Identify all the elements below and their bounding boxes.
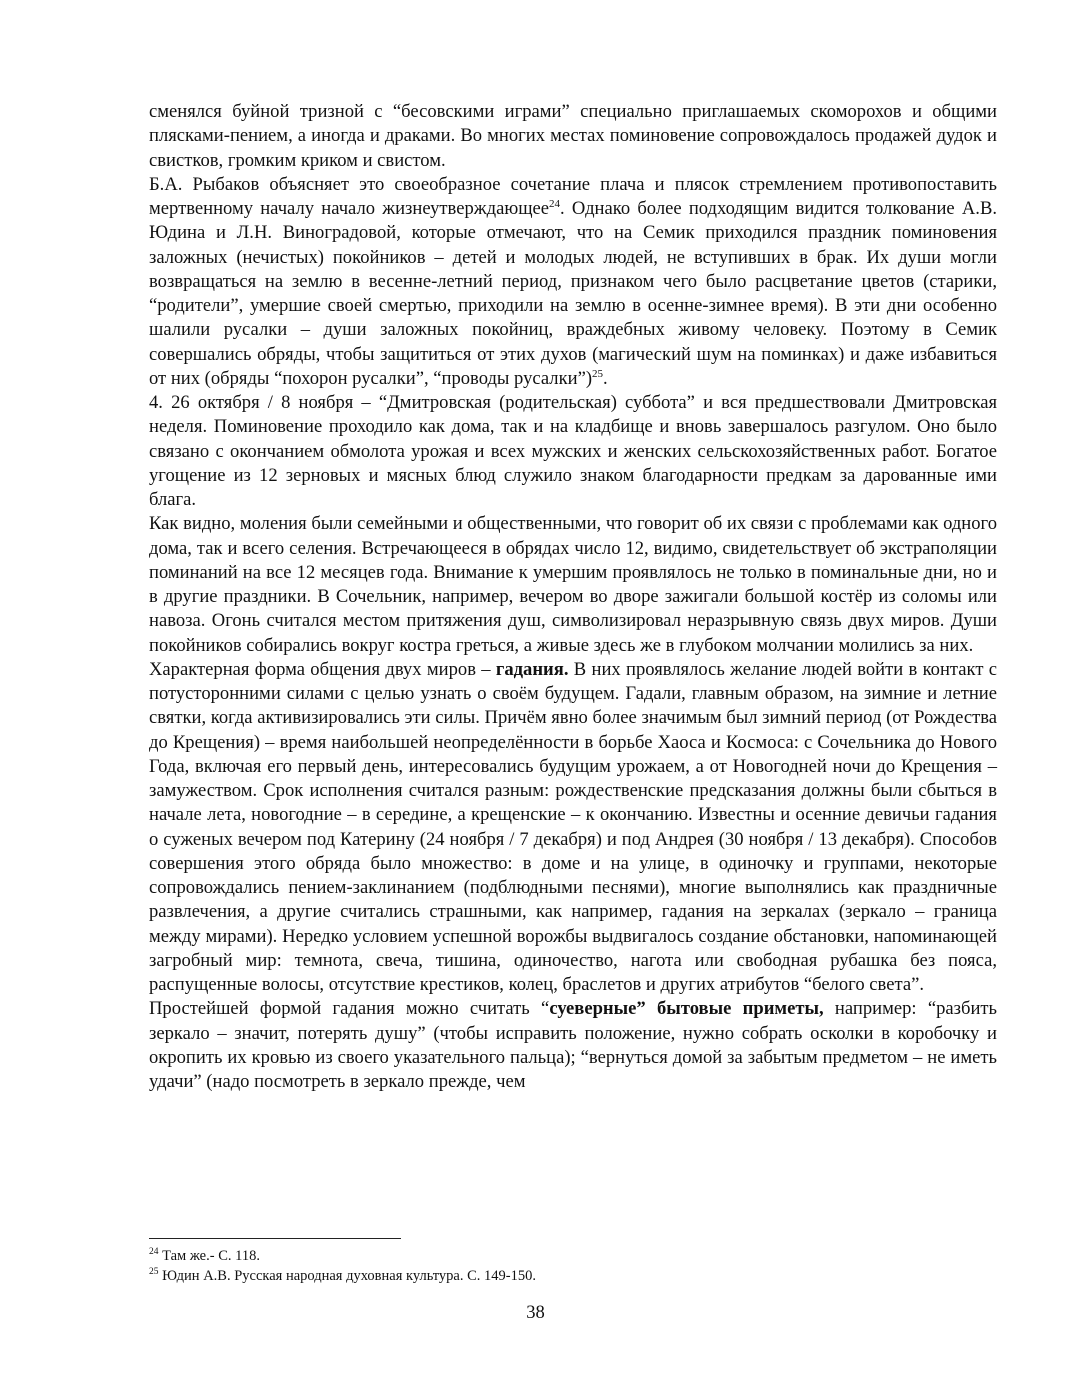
footnote-item	[149, 1266, 997, 1286]
term-gadaniya: гадания.	[495, 658, 569, 680]
paragraph-6	[149, 997, 997, 1094]
paragraph-4: Как видно, моления были семейными и общественными, что говорит об их связи с проблемами как одного дома, так и всего селения. Встречающееся в обрядах число 12, видимо, свидетельствует об экстраполяции поминаний на все 12 месяцев года. Внимание к умершим проявлялось не только в поминальные дни, но и в другие праздники. В Сочельник, например, вечером во дворе зажигали большой костёр из соломы или навоза. Огонь считался местом притяжения душ, символизировал неразрывную связь двух миров. Души покойников собирались вокруг костра греться, а живые здесь же в глубоком молчании молились за них.	[149, 513, 997, 656]
footnotes	[149, 1246, 997, 1286]
footnote-number: 24	[149, 1247, 159, 1258]
paragraph-5-part-a: Характерная форма общения двух миров –	[149, 658, 496, 680]
paragraph-3: 4. 26 октября / 8 ноября – “Дмитровская (родительская) суббота” и вся предшествовали Дмитровская неделя. Поминовение проходило как дома, так и на кладбище и вновь завершалось разгулом. Оно было связано с окончанием обмолота урожая и всех мужских и женских сельскохозяйственных работ. Богатое угощение из 12 зерновых и мясных блюд служило знаком благодарности предкам за дарованные ими блага.	[149, 392, 997, 510]
paragraph-2	[149, 173, 997, 391]
term-superstitious-omens: суеверные” бытовые приметы,	[549, 998, 824, 1020]
paragraph-1: сменялся буйной тризной с “бесовскими играми” специально приглашаемых скоморохов и общими плясками-пением, а иногда и драками. Во многих местах поминовение сопровождалось продажей дудок и свистков, громким криком и свистом.	[149, 101, 997, 171]
paragraph-2-part-c: .	[603, 367, 608, 389]
footnote-ref-24[interactable]: 24	[549, 197, 561, 210]
footnote-text: Юдин А.В. Русская народная духовная культура. С. 149-150.	[158, 1268, 536, 1284]
paragraph-5-part-b: В них проявлялось желание людей войти в контакт с потусторонними силами с целью узнать о своём будущем. Гадали, главным образом, на зимние и летние святки, когда активизировались эти силы. Причём явно более значимым был зимний период (от Рождества до Крещения) – время наибольшей неопределённости в борьбе Хаоса и Космоса: с Сочельника до Нового Года, включая его первый день, интересовались будущим урожаем, а от Новогодней ночи до Крещения – замужеством. Срок исполнения считался разным: рождественские предсказания должны были сбыться в начале лета, новогодние – в середине, а крещенские – к окончанию. Известны и осенние девичьи гадания о суженых вечером под Катерину (24 ноября / 7 декабря) и под Андрея (30 ноября / 13 декабря). Способов совершения этого обряда было множество: в доме и на улице, в одиночку и группами, некоторые сопровождались пением-заклинанием (подблюдными песнями), многие выполнялись как праздничные развлечения, а другие считались страшными, как например, гадания на зеркалах (зеркало – граница между мирами). Нередко условием успешной ворожбы выдвигалось создание обстановки, напоминающей загробный мир: темнота, свеча, тишина, одиночество, нагота или свободная рубашка без пояса, распущенные волосы, отсутствие крестиков, колец, браслетов и других атрибутов “белого света”.	[149, 658, 997, 995]
footnote-ref-25[interactable]: 25	[592, 367, 604, 380]
footnote-number: 25	[149, 1267, 159, 1278]
page-number: 38	[526, 1302, 545, 1323]
paragraph-6-part-b: например: “разбить зеркало – значит, потерять душу” (чтобы исправить положение, нужно собрать осколки в коробочку и окропить их кровью из своего указательного пальца); “вернуться домой за забытым предметом – не иметь удачи” (надо посмотреть в зеркало прежде, чем	[149, 998, 998, 1092]
footnote-text: Там же.- С. 118.	[158, 1248, 260, 1264]
footnote-item	[149, 1246, 997, 1266]
paragraph-2-part-a: Б.А. Рыбаков объясняет это своеобразное сочетание плача и плясок стремлением противопоставить мертвенному началу начало жизнеутверждающее	[149, 173, 997, 219]
footnote-divider	[149, 1238, 401, 1239]
paragraph-2-part-b: . Однако более подходящим видится толкование А.В. Юдина и Л.Н. Виноградовой, которые отмечают, что на Семик приходился праздник поминовения заложных (нечистых) покойников – детей и молодых людей, не вступивших в брак. Их души могли возвращаться на землю в весенне-летний период, признаком чего было расцветание цветов (старики, “родители”, умершие своей смертью, приходили на землю в осенне-зимнее время). В эти дни особенно шалили русалки – души заложных покойниц, враждебных живому человеку. Поэтому в Семик совершались обряды, чтобы защититься от этих духов (магический шум на поминках) и даже избавиться от них (обряды “похорон русалки”, “проводы русалки”)	[149, 198, 997, 389]
paragraph-5	[149, 658, 997, 998]
body-text	[149, 100, 997, 1094]
paragraph-6-part-a: Простейшей формой гадания можно считать “	[149, 998, 550, 1020]
